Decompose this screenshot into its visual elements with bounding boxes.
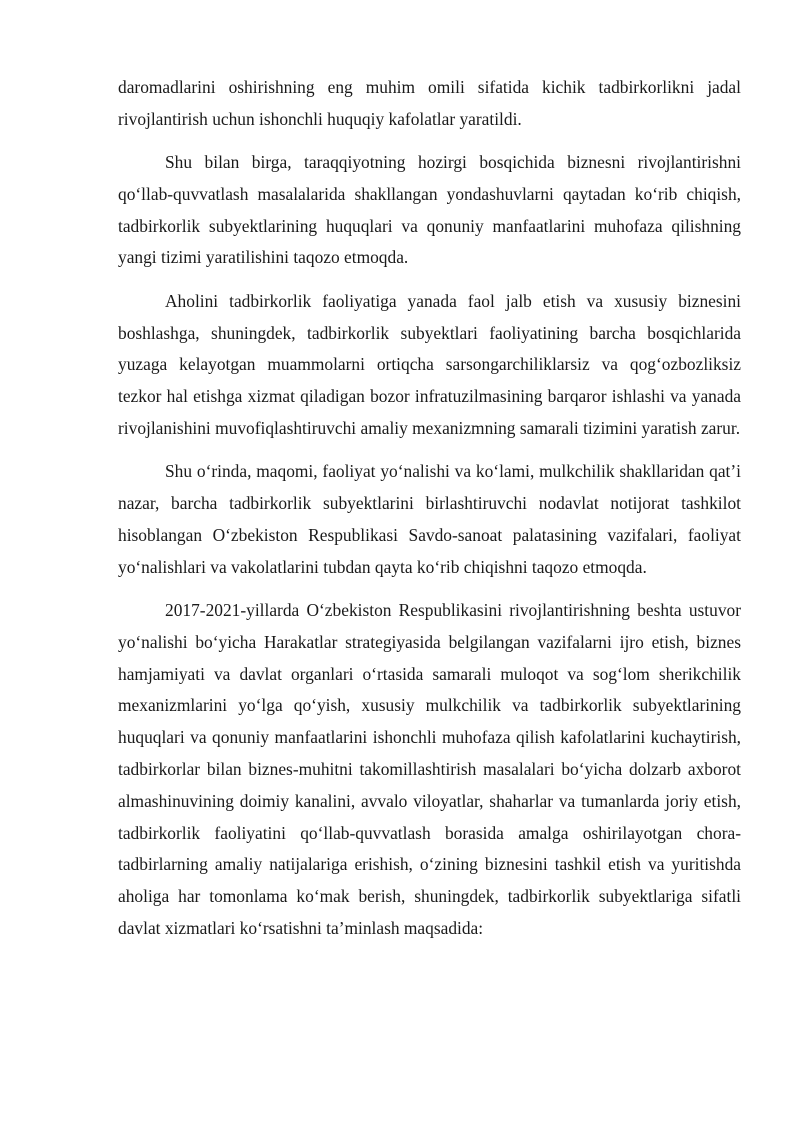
document-body bbox=[118, 72, 741, 956]
paragraph-5: 2017-2021-yillarda O‘zbekiston Respublikasini rivojlantirishning beshta ustuvor yo‘nalishi bo‘yicha Harakatlar strategiyasida belgilangan vazifalarni ijro etish, biznes hamjamiyati va davlat organlari o‘rtasida samarali muloqot va sog‘lom sherikchilik mexanizmlarini yo‘lga qo‘yish, xususiy mulkchilik va tadbirkorlik subyektlarining huquqlari va qonuniy manfaatlarini ishonchli muhofaza qilish kafolatlarini kuchaytirish, tadbirkorlar bilan biznes-muhitni takomillashtirish masalalari bo‘yicha dolzarb axborot almashinuvining doimiy kanalini, avvalo viloyatlar, shaharlar va tumanlarda joriy etish, tadbirkorlik faoliyatini qo‘llab-quvvatlash borasida amalga oshirilayotgan chora-tadbirlarning amaliy natijalariga erishish, o‘zining biznesini tashkil etish va yuritishda aholiga har tomonlama ko‘mak berish, shuningdek, tadbirkorlik subyektlariga sifatli davlat xizmatlari ko‘rsatishni ta’minlash maqsadida: bbox=[118, 599, 741, 938]
paragraph-3: Aholini tadbirkorlik faoliyatiga yanada faol jalb etish va xususiy biznesini boshlashga, shuningdek, tadbirkorlik subyektlari faoliyatining barcha bosqichlarida yuzaga kelayotgan muammolarni ortiqcha sarsongarchiliklarsiz va qog‘ozbozliksiz tezkor hal etishga xizmat qiladigan bozor infratuzilmasining barqaror ishlashi va yanada rivojlanishini muvofiqlashtiruvchi amaliy mexanizmning samarali tizimini yaratish zarur. bbox=[118, 290, 741, 438]
paragraph-continuation: daromadlarini oshirishning eng muhim omili sifatida kichik tadbirkorlikni jadal rivojlantirish uchun ishonchli huquqiy kafolatlar yaratildi. bbox=[118, 77, 741, 129]
paragraph-4: Shu o‘rinda, maqomi, faoliyat yo‘nalishi va ko‘lami, mulkchilik shakllaridan qat’i nazar, barcha tadbirkorlik subyektlarini birlashtiruvchi nodavlat notijorat tashkilot hisoblangan O‘zbekiston Respublikasi Savdo-sanoat palatasining vazifalari, faoliyat yo‘nalishlari va vakolatlarini tubdan qayta ko‘rib chiqishni taqozo etmoqda. bbox=[118, 461, 741, 577]
paragraph-2: Shu bilan birga, taraqqiyotning hozirgi bosqichida biznesni rivojlantirishni qo‘llab-quvvatlash masalalarida shakllangan yondashuvlarni qaytadan ko‘rib chiqish, tadbirkorlik subyektlarining huquqlari va qonuniy manfaatlarini muhofaza qilishning yangi tizimi yaratilishini taqozo etmoqda. bbox=[118, 152, 741, 268]
